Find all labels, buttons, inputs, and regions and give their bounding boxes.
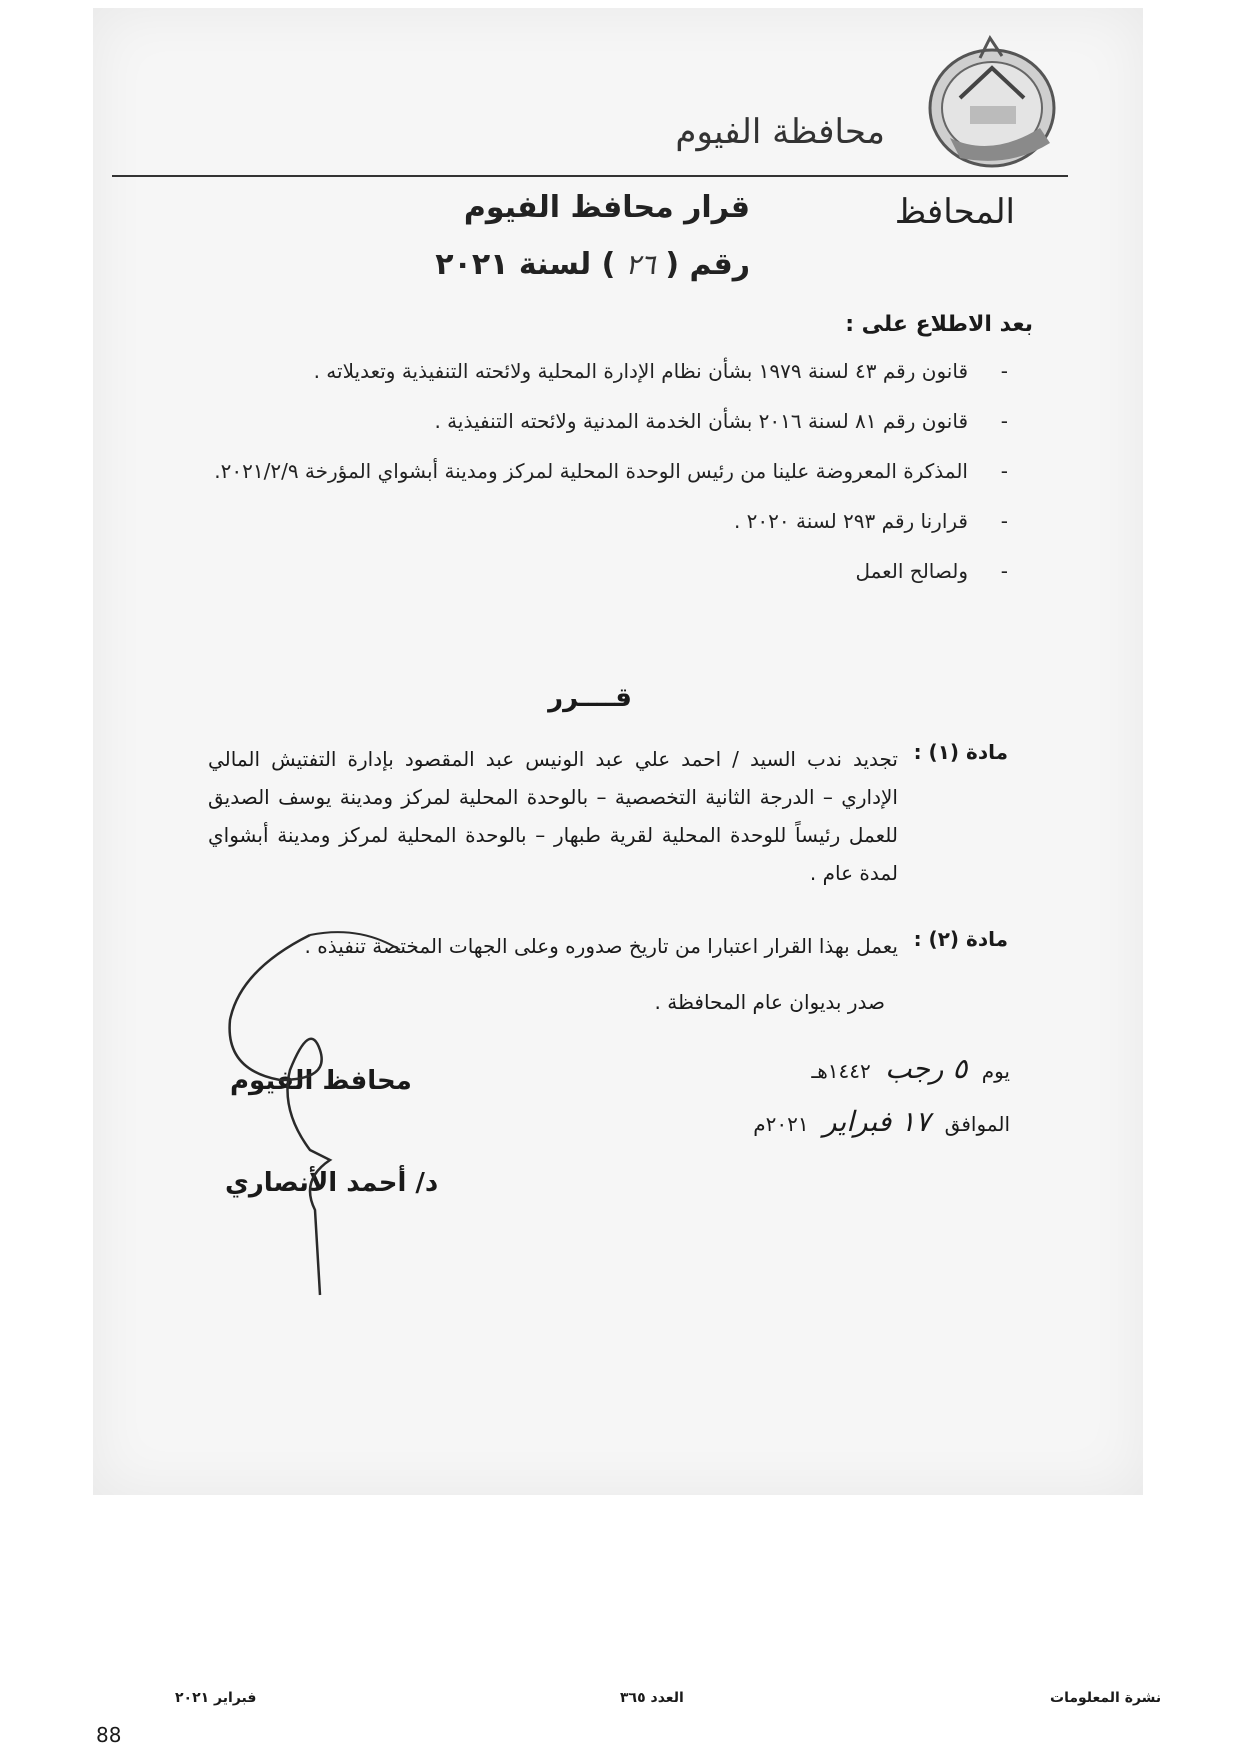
handwritten-signature-icon	[200, 930, 550, 1300]
preamble-item: - قرارنا رقم ٢٩٣ لسنة ٢٠٢٠ .	[733, 509, 1008, 533]
footer-date: فبراير ٢٠٢١	[175, 1690, 257, 1706]
preamble-item: - قانون رقم ٤٣ لسنة ١٩٧٩ بشأن نظام الإدارة المحلية ولائحته التنفيذية وتعديلاته .	[313, 359, 1008, 383]
footer-issue: العدد ٣٦٥	[620, 1690, 684, 1706]
article-label: مادة (١) :	[913, 740, 1008, 764]
hijri-date-handwritten: ٥ رجب	[885, 1052, 968, 1085]
hijri-date	[811, 1052, 1010, 1085]
preamble-list	[208, 355, 1008, 605]
issued-statement: صدر بديوان عام المحافظة .	[654, 990, 885, 1014]
page-number: 88	[96, 1723, 122, 1747]
preamble-item: - المذكرة المعروضة علينا من رئيس الوحدة المحلية لمركز ومدينة أبشواي المؤرخة ٢٠٢١/٢/٩.	[214, 459, 1008, 483]
gregorian-date-handwritten: ١٧ فبراير	[823, 1105, 931, 1138]
governorate-name: محافظة الفيوم	[675, 112, 885, 152]
preamble-item: - ولصالح العمل	[855, 559, 1008, 583]
decided-heading: قــــرر	[548, 683, 632, 713]
hijri-year: ١٤٤٢هـ	[811, 1059, 871, 1083]
decree-number	[435, 247, 750, 282]
governor-label: المحافظ	[894, 192, 1015, 232]
article-text: تجديد ندب السيد / احمد علي عبد الونيس عبد المقصود بإدارة التفتيش المالي الإداري – الدرجة الثانية التخصصية – بالوحدة المحلية لمركز ومدينة يوسف الصديق للعمل رئيساً للوحدة المحلية لقرية طبهار – بالوحدة المحلية لمركز ومدينة أبشواي لمدة عام .	[208, 747, 898, 885]
preamble-intro: بعد الاطلاع على :	[845, 312, 1033, 337]
day-label: يوم	[981, 1059, 1010, 1083]
signatory-name: د/ أحمد الأنصاري	[225, 1168, 439, 1198]
header-divider	[112, 175, 1068, 177]
article-1	[208, 740, 1008, 892]
decree-number-handwritten: ٢٦	[625, 248, 656, 281]
gregorian-date	[753, 1105, 1010, 1138]
article-text: يعمل بهذا القرار اعتبارا من تاريخ صدوره وعلى الجهات المختصة تنفيذه .	[304, 934, 898, 958]
signatory-title: محافظ الفيوم	[230, 1066, 412, 1096]
decree-number-suffix: ) لسنة ٢٠٢١	[435, 247, 616, 282]
article-label: مادة (٢) :	[913, 927, 1008, 951]
footer-publication: نشرة المعلومات	[1050, 1690, 1162, 1706]
decree-number-prefix: رقم (	[665, 247, 750, 282]
governorate-seal-icon	[920, 28, 1070, 178]
gregorian-year: ٢٠٢١م	[753, 1112, 809, 1136]
agree-label: الموافق	[944, 1112, 1010, 1136]
preamble-item: - قانون رقم ٨١ لسنة ٢٠١٦ بشأن الخدمة المدنية ولائحته التنفيذية .	[434, 409, 1008, 433]
decree-title: قرار محافظ الفيوم	[463, 190, 750, 225]
